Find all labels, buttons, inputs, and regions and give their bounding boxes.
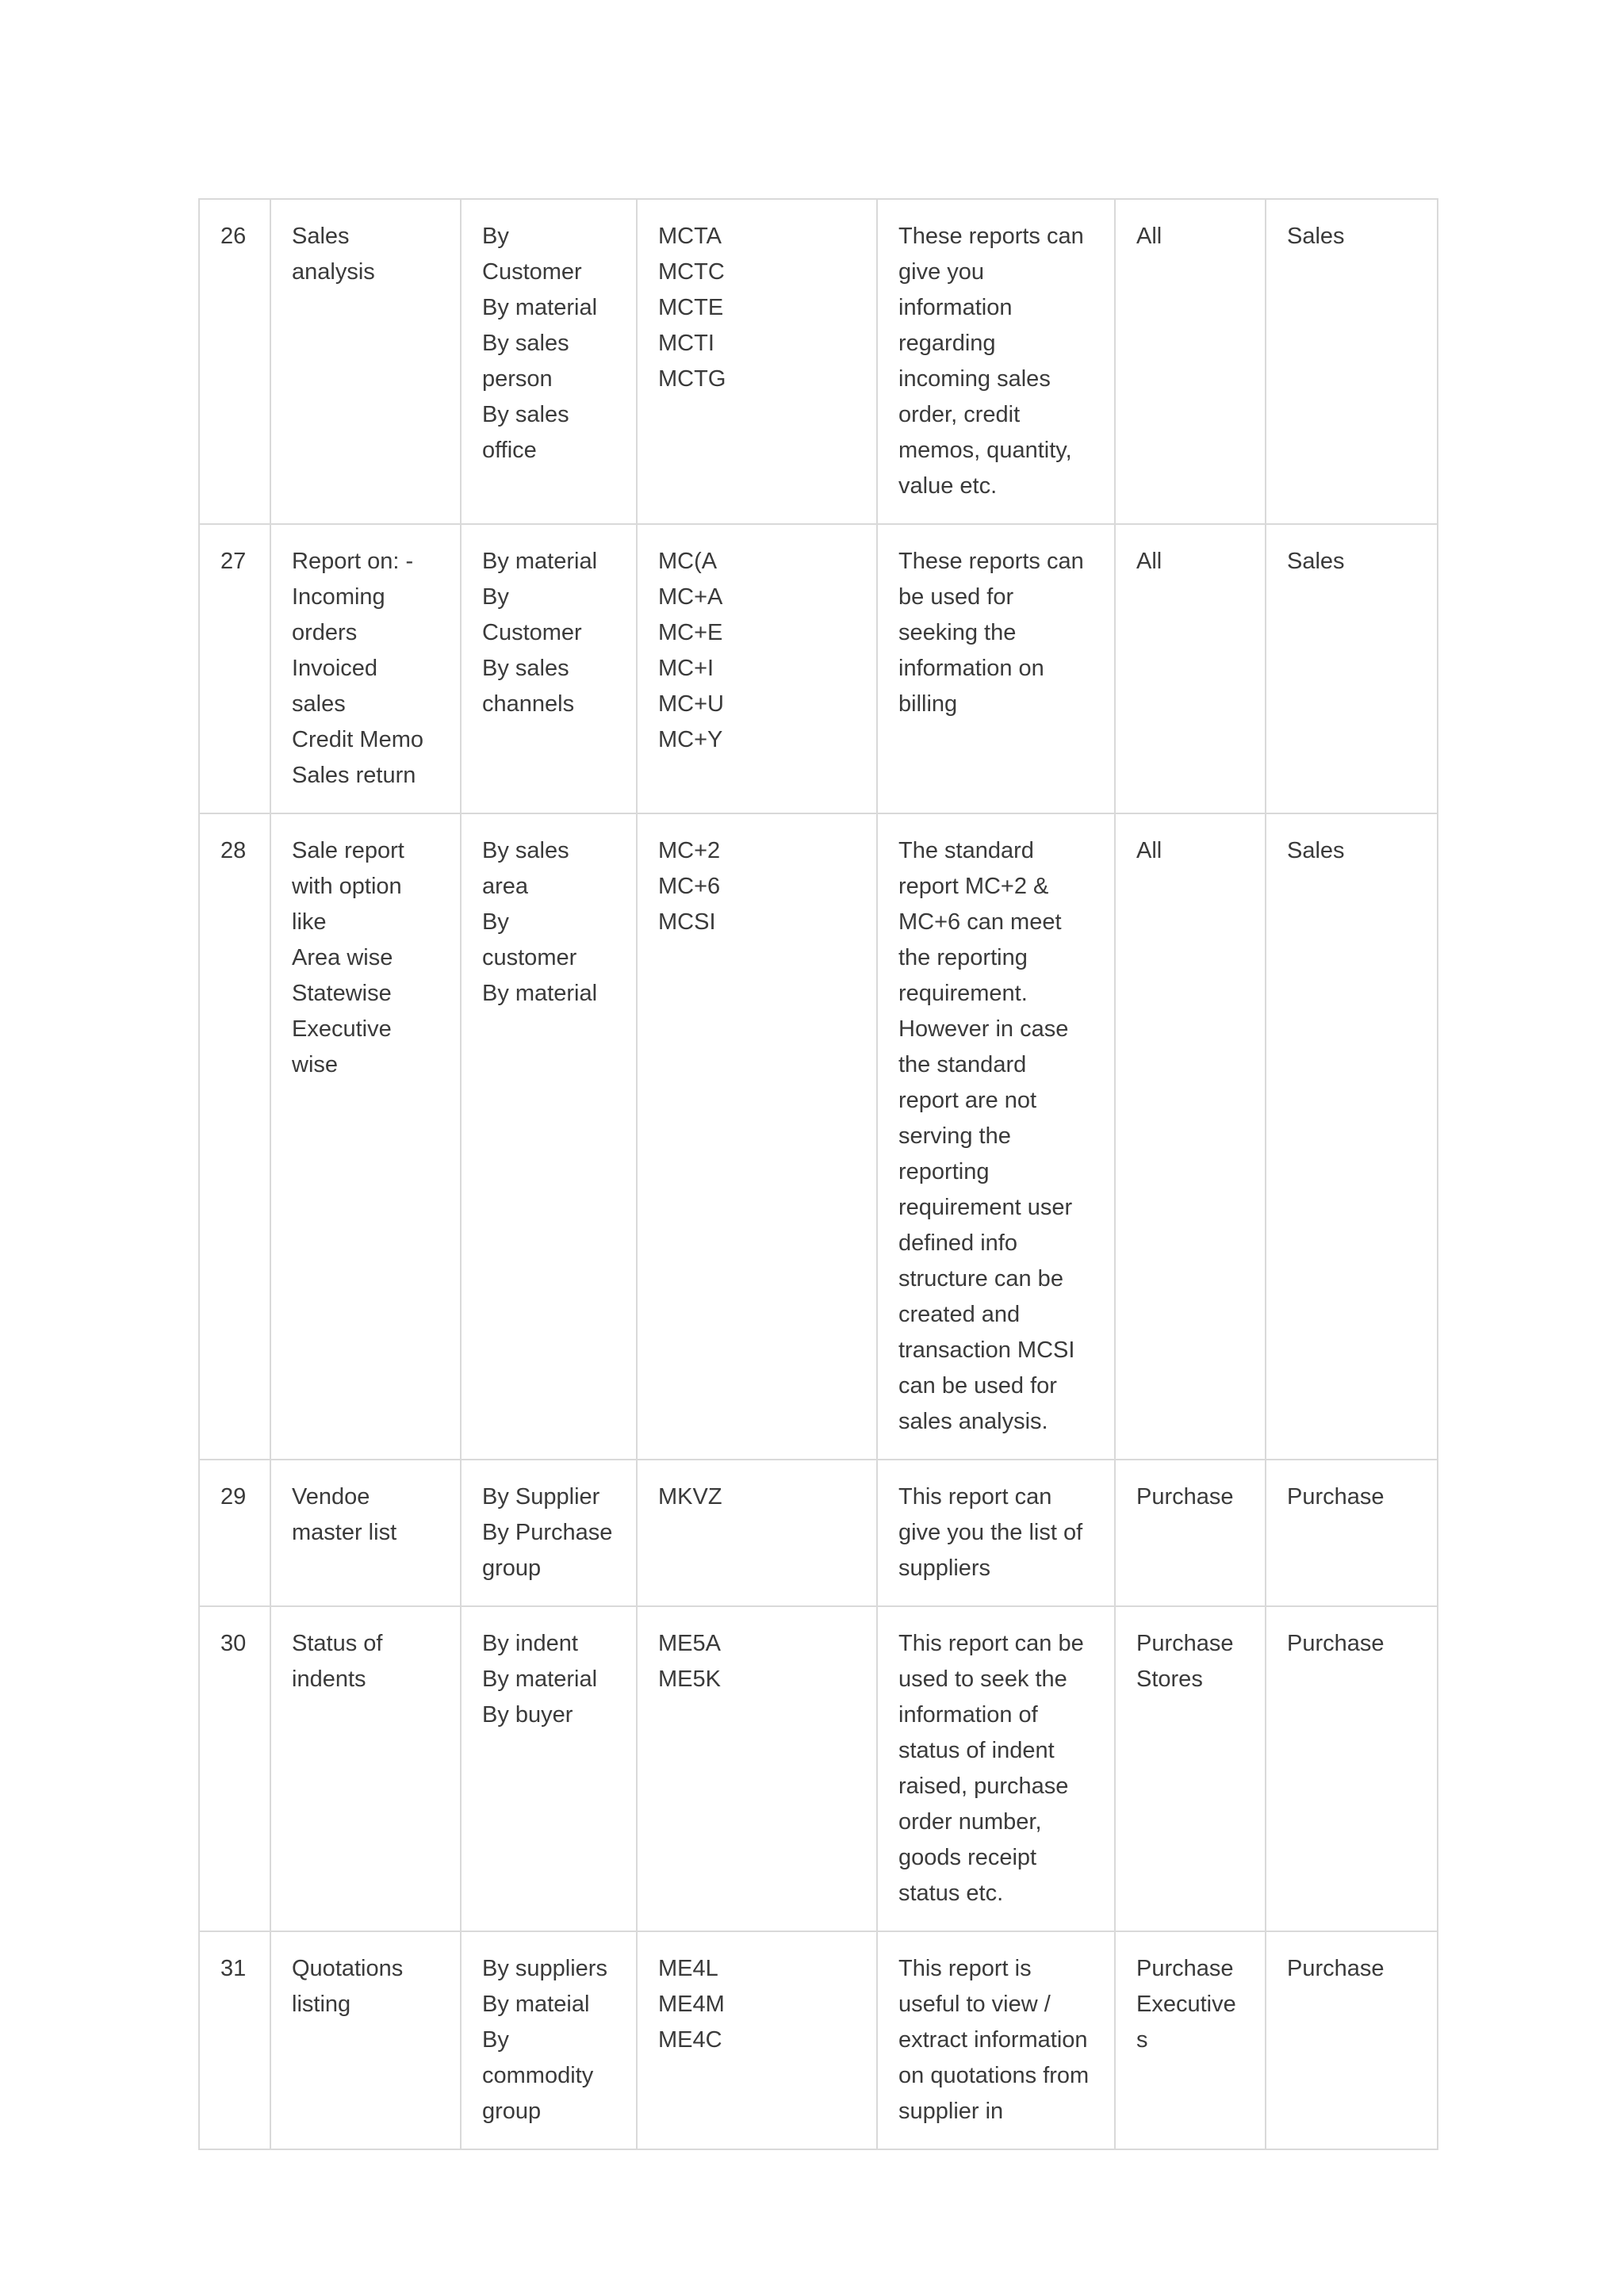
remarks-line: give you <box>898 259 985 285</box>
row-number-cell <box>199 524 270 813</box>
module-line: Sales <box>1287 224 1345 249</box>
criteria-line: By sales <box>482 656 569 681</box>
transaction-code: MCTG <box>658 366 726 392</box>
transaction-code: ME4C <box>658 2027 722 2053</box>
table-row <box>199 1460 1438 1606</box>
criteria-line: By <box>482 2027 509 2053</box>
criteria-line: Customer <box>482 620 582 645</box>
remarks-line: This report can be <box>898 1631 1084 1656</box>
table-row <box>199 1606 1438 1931</box>
transaction-code-cell <box>637 813 877 1460</box>
module-line: Sales <box>1287 549 1345 574</box>
criteria-line: customer <box>482 945 577 970</box>
criteria-line: person <box>482 366 553 392</box>
criteria-line: By sales <box>482 402 569 427</box>
row-number-cell <box>199 813 270 1460</box>
report-table <box>198 198 1438 2150</box>
criteria-cell <box>461 199 637 524</box>
users-cell <box>1115 1606 1266 1931</box>
users-line: All <box>1136 838 1162 863</box>
criteria-cell <box>461 1460 637 1606</box>
remarks-cell <box>877 1606 1115 1931</box>
remarks-line: report MC+2 & <box>898 874 1049 899</box>
module-cell <box>1266 1931 1438 2149</box>
criteria-line: office <box>482 438 537 463</box>
criteria-line: group <box>482 2099 542 2124</box>
description-line: Report on: - <box>292 549 414 574</box>
module-line: Sales <box>1287 838 1345 863</box>
transaction-code: MCTA <box>658 224 722 249</box>
table-row <box>199 524 1438 813</box>
users-line: Executive <box>1136 1992 1236 2017</box>
criteria-line: By indent <box>482 1631 578 1656</box>
remarks-line: supplier in <box>898 2099 1004 2124</box>
description-cell <box>270 1931 461 2149</box>
module-cell <box>1266 1460 1438 1606</box>
remarks-line: transaction MCSI <box>898 1337 1075 1363</box>
transaction-code: MKVZ <box>658 1484 722 1510</box>
criteria-line: group <box>482 1556 542 1581</box>
criteria-line: By material <box>482 549 598 574</box>
description-cell <box>270 1460 461 1606</box>
transaction-code: MCSI <box>658 909 716 935</box>
remarks-line: requirement. <box>898 981 1028 1006</box>
transaction-code-cell <box>637 524 877 813</box>
transaction-code: MCTE <box>658 295 724 320</box>
module-line: Purchase <box>1287 1956 1385 1981</box>
row-number-cell <box>199 1931 270 2149</box>
transaction-code: MC(A <box>658 549 718 574</box>
description-line: with option <box>292 874 402 899</box>
row-number-cell <box>199 1606 270 1931</box>
remarks-line: regarding <box>898 331 996 356</box>
users-line: s <box>1136 2027 1148 2053</box>
remarks-line: seeking the <box>898 620 1017 645</box>
remarks-line: These reports can <box>898 549 1084 574</box>
remarks-line: information on <box>898 656 1044 681</box>
criteria-line: Customer <box>482 259 582 285</box>
transaction-code: MC+I <box>658 656 714 681</box>
transaction-code: MCTI <box>658 331 714 356</box>
remarks-line: report are not <box>898 1088 1037 1113</box>
description-line: Sale report <box>292 838 404 863</box>
transaction-code: MC+2 <box>658 838 721 863</box>
remarks-line: structure can be <box>898 1266 1063 1292</box>
description-line: Quotations <box>292 1956 404 1981</box>
remarks-line: goods receipt <box>898 1845 1037 1870</box>
criteria-line: By <box>482 584 509 610</box>
description-line: analysis <box>292 259 375 285</box>
criteria-line: By material <box>482 295 598 320</box>
remarks-line: The standard <box>898 838 1034 863</box>
row-number: 31 <box>220 1956 247 1981</box>
remarks-line: information of <box>898 1702 1038 1728</box>
remarks-line: This report is <box>898 1956 1032 1981</box>
transaction-code: MC+Y <box>658 727 723 752</box>
description-line: Credit Memo <box>292 727 423 752</box>
module-cell <box>1266 813 1438 1460</box>
criteria-line: By sales <box>482 331 569 356</box>
row-number: 26 <box>220 224 247 249</box>
table-body <box>199 199 1438 2149</box>
remarks-line: suppliers <box>898 1556 991 1581</box>
remarks-line: This report can <box>898 1484 1052 1510</box>
users-line: All <box>1136 224 1162 249</box>
criteria-line: By mateial <box>482 1992 590 2017</box>
description-line: Sales <box>292 224 350 249</box>
row-number-cell <box>199 199 270 524</box>
users-line: Purchase <box>1136 1484 1234 1510</box>
transaction-code: MCTC <box>658 259 725 285</box>
description-cell <box>270 813 461 1460</box>
description-cell <box>270 1606 461 1931</box>
remarks-line: give you the list of <box>898 1520 1083 1545</box>
description-line: Executive <box>292 1016 392 1042</box>
remarks-line: memos, quantity, <box>898 438 1072 463</box>
transaction-code: MC+6 <box>658 874 721 899</box>
module-cell <box>1266 199 1438 524</box>
transaction-code-cell <box>637 1606 877 1931</box>
description-line: Statewise <box>292 981 392 1006</box>
criteria-line: By suppliers <box>482 1956 607 1981</box>
remarks-line: used to seek the <box>898 1667 1067 1692</box>
criteria-line: By <box>482 909 509 935</box>
users-cell <box>1115 813 1266 1460</box>
table-row <box>199 813 1438 1460</box>
remarks-cell <box>877 1931 1115 2149</box>
remarks-cell <box>877 813 1115 1460</box>
remarks-line: useful to view / <box>898 1992 1051 2017</box>
module-line: Purchase <box>1287 1484 1385 1510</box>
remarks-line: on quotations from <box>898 2063 1090 2088</box>
remarks-cell <box>877 1460 1115 1606</box>
criteria-cell <box>461 1606 637 1931</box>
criteria-line: By material <box>482 981 598 1006</box>
description-line: like <box>292 909 327 935</box>
criteria-line: area <box>482 874 529 899</box>
table-row <box>199 1931 1438 2149</box>
remarks-line: However in case <box>898 1016 1069 1042</box>
description-line: listing <box>292 1992 351 2017</box>
transaction-code: ME5K <box>658 1667 721 1692</box>
transaction-code: MC+U <box>658 691 724 717</box>
users-cell <box>1115 199 1266 524</box>
remarks-line: can be used for <box>898 1373 1057 1399</box>
description-line: indents <box>292 1667 366 1692</box>
remarks-line: incoming sales <box>898 366 1051 392</box>
remarks-cell <box>877 199 1115 524</box>
module-cell <box>1266 524 1438 813</box>
remarks-line: the standard <box>898 1052 1027 1077</box>
transaction-code-cell <box>637 1460 877 1606</box>
remarks-line: order number, <box>898 1809 1042 1835</box>
transaction-code: MC+A <box>658 584 723 610</box>
remarks-line: status of indent <box>898 1738 1055 1763</box>
description-line: Status of <box>292 1631 383 1656</box>
transaction-code: ME4L <box>658 1956 718 1981</box>
transaction-code-cell <box>637 1931 877 2149</box>
users-line: Stores <box>1136 1667 1203 1692</box>
remarks-line: serving the <box>898 1123 1011 1149</box>
remarks-line: order, credit <box>898 402 1021 427</box>
remarks-line: the reporting <box>898 945 1028 970</box>
remarks-cell <box>877 524 1115 813</box>
remarks-line: status etc. <box>898 1881 1004 1906</box>
criteria-line: By Supplier <box>482 1484 600 1510</box>
description-line: Vendoe <box>292 1484 370 1510</box>
row-number: 27 <box>220 549 247 574</box>
table-row <box>199 199 1438 524</box>
description-line: Invoiced <box>292 656 378 681</box>
description-line: wise <box>292 1052 339 1077</box>
description-line: Sales return <box>292 763 416 788</box>
remarks-line: These reports can <box>898 224 1084 249</box>
transaction-code-cell <box>637 199 877 524</box>
criteria-cell <box>461 1931 637 2149</box>
criteria-line: By material <box>482 1667 598 1692</box>
remarks-line: raised, purchase <box>898 1774 1069 1799</box>
criteria-line: commodity <box>482 2063 594 2088</box>
transaction-code: ME4M <box>658 1992 725 2017</box>
row-number: 29 <box>220 1484 247 1510</box>
remarks-line: created and <box>898 1302 1021 1327</box>
remarks-line: reporting <box>898 1159 990 1184</box>
description-cell <box>270 524 461 813</box>
transaction-code: MC+E <box>658 620 723 645</box>
criteria-cell <box>461 524 637 813</box>
users-cell <box>1115 1931 1266 2149</box>
users-line: All <box>1136 549 1162 574</box>
users-line: Purchase <box>1136 1956 1234 1981</box>
description-line: Area wise <box>292 945 393 970</box>
remarks-line: requirement user <box>898 1195 1073 1220</box>
criteria-line: By <box>482 224 509 249</box>
transaction-code: ME5A <box>658 1631 721 1656</box>
row-number: 28 <box>220 838 247 863</box>
remarks-line: value etc. <box>898 473 998 499</box>
remarks-line: defined info <box>898 1230 1017 1256</box>
description-line: master list <box>292 1520 397 1545</box>
users-cell <box>1115 1460 1266 1606</box>
module-line: Purchase <box>1287 1631 1385 1656</box>
remarks-line: information <box>898 295 1013 320</box>
description-line: Incoming <box>292 584 385 610</box>
description-line: sales <box>292 691 346 717</box>
remarks-line: MC+6 can meet <box>898 909 1062 935</box>
criteria-line: channels <box>482 691 575 717</box>
module-cell <box>1266 1606 1438 1931</box>
criteria-cell <box>461 813 637 1460</box>
remarks-line: be used for <box>898 584 1014 610</box>
criteria-line: By sales <box>482 838 569 863</box>
remarks-line: sales analysis. <box>898 1409 1048 1434</box>
users-line: Purchase <box>1136 1631 1234 1656</box>
users-cell <box>1115 524 1266 813</box>
criteria-line: By buyer <box>482 1702 573 1728</box>
remarks-line: extract information <box>898 2027 1088 2053</box>
criteria-line: By Purchase <box>482 1520 613 1545</box>
description-cell <box>270 199 461 524</box>
remarks-line: billing <box>898 691 958 717</box>
row-number-cell <box>199 1460 270 1606</box>
row-number: 30 <box>220 1631 247 1656</box>
description-line: orders <box>292 620 358 645</box>
